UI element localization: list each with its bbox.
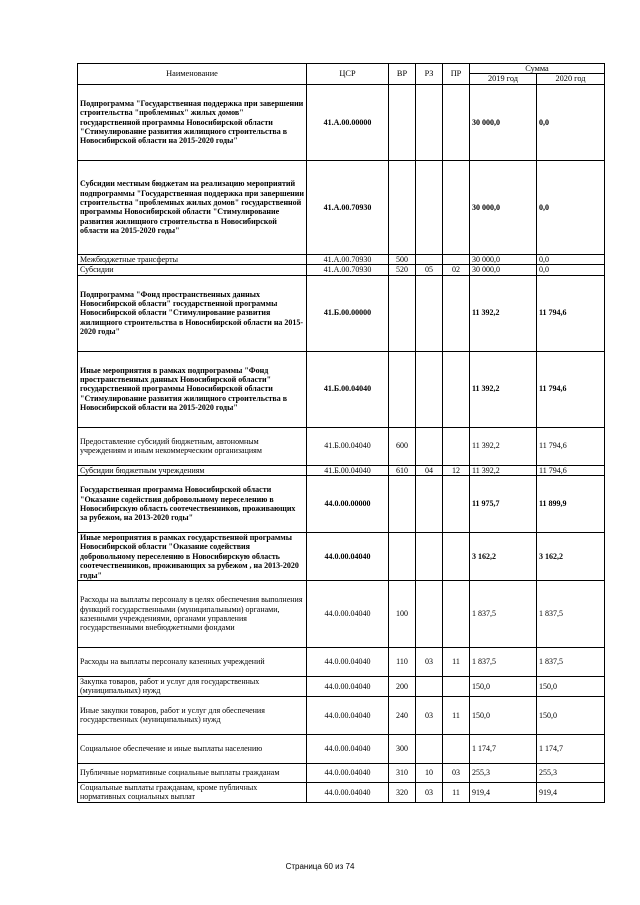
cell-csr: 44.0.00.04040 <box>307 677 389 697</box>
cell-vr: 520 <box>389 265 416 275</box>
cell-vr <box>389 476 416 533</box>
table-row <box>78 465 605 475</box>
table-row <box>78 160 605 254</box>
cell-name: Государственная программа Новосибирской области "Оказание содействия добровольному переселению в Новосибирскую область соотечественников, проживающих за рубежом, на 2013-2020 годы" <box>78 476 307 533</box>
header-sum: Сумма <box>470 64 605 74</box>
cell-y2020: 11 794,6 <box>537 275 605 351</box>
cell-pr: 03 <box>443 763 470 782</box>
cell-rz <box>416 254 443 264</box>
cell-rz <box>416 427 443 465</box>
cell-name: Иные мероприятия в рамках подпрограммы "Фонд пространственных данных Новосибирской области" государственной программы Новосибирской области "Стимулирование развития жилищного строительства в Новосибирской области на 2015-2020 годы" <box>78 351 307 427</box>
cell-vr <box>389 160 416 254</box>
cell-y2020: 11 794,6 <box>537 351 605 427</box>
cell-csr: 41.А.00.70930 <box>307 254 389 264</box>
cell-name: Субсидии <box>78 265 307 275</box>
cell-y2019: 30 000,0 <box>470 84 537 160</box>
table-row <box>78 696 605 734</box>
cell-vr <box>389 351 416 427</box>
cell-y2019: 150,0 <box>470 696 537 734</box>
cell-vr: 110 <box>389 648 416 677</box>
cell-pr <box>443 84 470 160</box>
cell-y2019: 11 392,2 <box>470 465 537 475</box>
cell-vr: 300 <box>389 734 416 763</box>
cell-vr <box>389 275 416 351</box>
cell-y2020: 919,4 <box>537 782 605 802</box>
cell-rz <box>416 734 443 763</box>
cell-vr: 320 <box>389 782 416 802</box>
cell-pr: 12 <box>443 465 470 475</box>
cell-csr: 41.А.00.00000 <box>307 84 389 160</box>
cell-y2020: 1 837,5 <box>537 648 605 677</box>
cell-y2019: 919,4 <box>470 782 537 802</box>
cell-pr <box>443 734 470 763</box>
cell-csr: 41.Б.00.04040 <box>307 351 389 427</box>
table-row <box>78 265 605 275</box>
cell-y2020: 0,0 <box>537 160 605 254</box>
table-row <box>78 84 605 160</box>
cell-y2019: 1 174,7 <box>470 734 537 763</box>
header-2020: 2020 год <box>537 74 605 84</box>
cell-y2020: 0,0 <box>537 84 605 160</box>
header-rz: РЗ <box>416 64 443 85</box>
cell-vr: 600 <box>389 427 416 465</box>
table-row <box>78 648 605 677</box>
cell-pr <box>443 254 470 264</box>
cell-y2019: 150,0 <box>470 677 537 697</box>
cell-rz <box>416 533 443 581</box>
table-row <box>78 476 605 533</box>
table-row <box>78 275 605 351</box>
cell-y2019: 30 000,0 <box>470 160 537 254</box>
cell-name: Иные закупки товаров, работ и услуг для обеспечения государственных (муниципальных) нужд <box>78 696 307 734</box>
cell-name: Расходы на выплаты персоналу казенных учреждений <box>78 648 307 677</box>
cell-name: Субсидии бюджетным учреждениям <box>78 465 307 475</box>
cell-rz: 05 <box>416 265 443 275</box>
cell-name: Подпрограмма "Государственная поддержка при завершении строительства "проблемных" жилых домов" государственной программы Новосибирской области "Стимулирование развития жилищного строительства в Новосибирской области на 2015-2020 годы" <box>78 84 307 160</box>
table-row <box>78 734 605 763</box>
cell-y2020: 11 899,9 <box>537 476 605 533</box>
cell-y2020: 0,0 <box>537 254 605 264</box>
cell-rz <box>416 677 443 697</box>
cell-rz <box>416 84 443 160</box>
cell-vr <box>389 84 416 160</box>
cell-name: Публичные нормативные социальные выплаты гражданам <box>78 763 307 782</box>
cell-name: Субсидии местным бюджетам на реализацию мероприятий подпрограммы "Государственная поддержка при завершении строительства "проблемных жилых домов" государственной программы Новосибирской области "Стимулирование развития жилищного строительства в Новосибирской области на 2015-2020 годы" <box>78 160 307 254</box>
cell-y2020: 3 162,2 <box>537 533 605 581</box>
cell-name: Предоставление субсидий бюджетным, автономным учреждениям и иным некоммерческим организациям <box>78 427 307 465</box>
cell-rz: 10 <box>416 763 443 782</box>
cell-y2019: 1 837,5 <box>470 581 537 648</box>
cell-rz <box>416 476 443 533</box>
cell-y2020: 150,0 <box>537 677 605 697</box>
cell-name: Социальное обеспечение и иные выплаты населению <box>78 734 307 763</box>
cell-rz: 03 <box>416 648 443 677</box>
cell-rz: 03 <box>416 696 443 734</box>
cell-y2019: 11 392,2 <box>470 351 537 427</box>
cell-csr: 44.0.00.04040 <box>307 533 389 581</box>
cell-y2019: 255,3 <box>470 763 537 782</box>
cell-pr: 02 <box>443 265 470 275</box>
cell-pr <box>443 677 470 697</box>
cell-csr: 44.0.00.04040 <box>307 763 389 782</box>
table-row <box>78 427 605 465</box>
cell-name: Подпрограмма "Фонд пространственных данных Новосибирской области" государственной программы Новосибирской области "Стимулирование развития жилищного строительства в Новосибирской области на 2015-2020 годы" <box>78 275 307 351</box>
cell-rz: 03 <box>416 782 443 802</box>
cell-csr: 44.0.00.04040 <box>307 648 389 677</box>
cell-pr: 11 <box>443 782 470 802</box>
cell-csr: 44.0.00.04040 <box>307 734 389 763</box>
cell-y2019: 3 162,2 <box>470 533 537 581</box>
budget-table <box>77 63 605 803</box>
cell-pr <box>443 476 470 533</box>
cell-y2020: 1 174,7 <box>537 734 605 763</box>
table-header <box>78 64 605 85</box>
table-body <box>78 84 605 802</box>
cell-pr <box>443 160 470 254</box>
cell-pr: 11 <box>443 696 470 734</box>
cell-rz <box>416 275 443 351</box>
cell-pr <box>443 351 470 427</box>
header-2019: 2019 год <box>470 74 537 84</box>
cell-vr <box>389 533 416 581</box>
cell-pr <box>443 533 470 581</box>
cell-y2019: 1 837,5 <box>470 648 537 677</box>
cell-vr: 310 <box>389 763 416 782</box>
cell-vr: 610 <box>389 465 416 475</box>
cell-pr <box>443 427 470 465</box>
cell-y2019: 30 000,0 <box>470 254 537 264</box>
cell-pr <box>443 275 470 351</box>
table-row <box>78 533 605 581</box>
cell-vr: 200 <box>389 677 416 697</box>
header-pr: ПР <box>443 64 470 85</box>
header-name: Наименование <box>78 64 307 85</box>
cell-name: Закупка товаров, работ и услуг для государственных (муниципальных) нужд <box>78 677 307 697</box>
cell-vr: 240 <box>389 696 416 734</box>
cell-name: Расходы на выплаты персоналу в целях обеспечения выполнения функций государственными (муниципальными) органами, казенными учреждениями, органами управления государственными внебюджетными фондами <box>78 581 307 648</box>
table-row <box>78 782 605 802</box>
cell-y2020: 150,0 <box>537 696 605 734</box>
table-row <box>78 351 605 427</box>
cell-pr <box>443 581 470 648</box>
cell-y2019: 30 000,0 <box>470 265 537 275</box>
cell-csr: 41.Б.00.04040 <box>307 427 389 465</box>
cell-y2019: 11 392,2 <box>470 275 537 351</box>
header-csr: ЦСР <box>307 64 389 85</box>
cell-vr: 100 <box>389 581 416 648</box>
cell-rz <box>416 351 443 427</box>
page-number: Страница 60 из 74 <box>285 862 355 871</box>
cell-name: Социальные выплаты гражданам, кроме публичных нормативных социальных выплат <box>78 782 307 802</box>
cell-y2020: 0,0 <box>537 265 605 275</box>
cell-y2020: 11 794,6 <box>537 427 605 465</box>
cell-csr: 44.0.00.04040 <box>307 581 389 648</box>
table-row <box>78 677 605 697</box>
cell-rz: 04 <box>416 465 443 475</box>
cell-csr: 44.0.00.00000 <box>307 476 389 533</box>
cell-csr: 44.0.00.04040 <box>307 696 389 734</box>
cell-rz <box>416 160 443 254</box>
cell-y2019: 11 975,7 <box>470 476 537 533</box>
cell-y2020: 255,3 <box>537 763 605 782</box>
table-row <box>78 254 605 264</box>
table-row <box>78 581 605 648</box>
cell-y2020: 11 794,6 <box>537 465 605 475</box>
table-row <box>78 763 605 782</box>
cell-csr: 41.Б.00.04040 <box>307 465 389 475</box>
cell-csr: 44.0.00.04040 <box>307 782 389 802</box>
cell-pr: 11 <box>443 648 470 677</box>
cell-vr: 500 <box>389 254 416 264</box>
cell-y2020: 1 837,5 <box>537 581 605 648</box>
header-vr: ВР <box>389 64 416 85</box>
cell-csr: 41.А.00.70930 <box>307 265 389 275</box>
cell-csr: 41.А.00.70930 <box>307 160 389 254</box>
cell-rz <box>416 581 443 648</box>
cell-name: Иные мероприятия в рамках государственной программы Новосибирской области "Оказание содействия добровольному переселению в Новосибирскую область соотечественников, проживающих за рубежом , на 2013-2020 годы" <box>78 533 307 581</box>
cell-csr: 41.Б.00.00000 <box>307 275 389 351</box>
cell-y2019: 11 392,2 <box>470 427 537 465</box>
cell-name: Межбюджетные трансферты <box>78 254 307 264</box>
